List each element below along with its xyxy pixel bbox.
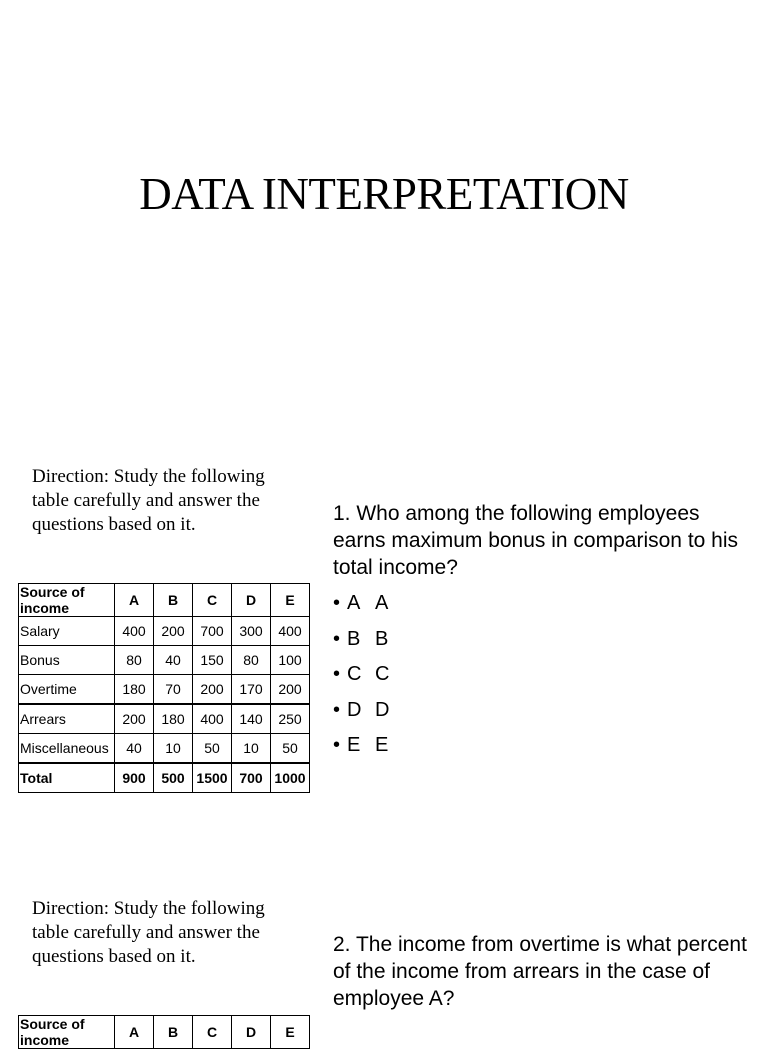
header-a: A bbox=[115, 1016, 154, 1049]
option-text: C bbox=[375, 663, 390, 685]
option-d[interactable] bbox=[333, 695, 389, 731]
cell: 140 bbox=[232, 704, 271, 734]
table-row-bonus bbox=[19, 646, 310, 675]
option-letter: B bbox=[347, 627, 361, 650]
table-header-row bbox=[19, 584, 310, 617]
option-c[interactable] bbox=[333, 659, 389, 695]
header-b: B bbox=[154, 1016, 193, 1049]
cell: 200 bbox=[154, 617, 193, 646]
option-a[interactable] bbox=[333, 588, 389, 624]
header-a: A bbox=[115, 584, 154, 617]
bullet-icon: • bbox=[333, 592, 341, 614]
option-text: D bbox=[375, 698, 390, 721]
row-label: Arrears bbox=[19, 704, 115, 734]
cell: 80 bbox=[232, 646, 271, 675]
option-letter: A bbox=[347, 592, 361, 614]
bullet-icon: • bbox=[333, 698, 341, 721]
cell: 700 bbox=[232, 763, 271, 793]
cell: 500 bbox=[154, 763, 193, 793]
header-b: B bbox=[154, 584, 193, 617]
cell: 900 bbox=[115, 763, 154, 793]
cell: 50 bbox=[271, 734, 310, 764]
cell: 170 bbox=[232, 675, 271, 705]
income-table-2 bbox=[18, 1015, 310, 1049]
direction-text-1: Direction: Study the following table carefully and answer the questions based on it. bbox=[32, 466, 265, 535]
table-row-total bbox=[19, 763, 310, 793]
table-header-row bbox=[19, 1016, 310, 1049]
cell: 1000 bbox=[271, 763, 310, 793]
table-row-salary bbox=[19, 617, 310, 646]
header-source: Source of income bbox=[19, 1016, 115, 1049]
answer-options bbox=[333, 588, 389, 766]
option-letter: C bbox=[347, 663, 362, 685]
option-text: B bbox=[375, 627, 389, 650]
question-1: 1. Who among the following employees earns maximum bonus in comparison to his total income? bbox=[333, 502, 739, 579]
cell: 200 bbox=[115, 704, 154, 734]
header-c: C bbox=[193, 1016, 232, 1049]
row-label: Total bbox=[19, 763, 115, 793]
option-text: A bbox=[375, 592, 389, 614]
option-b[interactable] bbox=[333, 624, 389, 660]
header-d: D bbox=[232, 1016, 271, 1049]
header-e: E bbox=[271, 1016, 310, 1049]
cell: 200 bbox=[193, 675, 232, 705]
row-label: Miscellaneous bbox=[19, 734, 115, 764]
cell: 180 bbox=[154, 704, 193, 734]
option-e[interactable] bbox=[333, 730, 389, 766]
header-e: E bbox=[271, 584, 310, 617]
cell: 80 bbox=[115, 646, 154, 675]
table-row-overtime bbox=[19, 675, 310, 705]
option-letter: D bbox=[347, 698, 362, 721]
cell: 100 bbox=[271, 646, 310, 675]
income-table-1 bbox=[18, 583, 310, 793]
cell: 40 bbox=[154, 646, 193, 675]
table-row-arrears bbox=[19, 704, 310, 734]
cell: 300 bbox=[232, 617, 271, 646]
bullet-icon: • bbox=[333, 663, 341, 685]
cell: 40 bbox=[115, 734, 154, 764]
bullet-icon: • bbox=[333, 627, 341, 650]
row-label: Bonus bbox=[19, 646, 115, 675]
table-row-miscellaneous bbox=[19, 734, 310, 764]
row-label: Salary bbox=[19, 617, 115, 646]
cell: 400 bbox=[271, 617, 310, 646]
option-text: E bbox=[375, 734, 389, 756]
header-d: D bbox=[232, 584, 271, 617]
cell: 1500 bbox=[193, 763, 232, 793]
page-title: DATA INTERPRETATION bbox=[139, 169, 629, 219]
direction-text-2: Direction: Study the following table carefully and answer the questions based on it. bbox=[32, 898, 265, 967]
question-2: 2. The income from overtime is what percent of the income from arrears in the case of employee A? bbox=[333, 933, 747, 1010]
bullet-icon: • bbox=[333, 734, 341, 756]
cell: 700 bbox=[193, 617, 232, 646]
header-source: Source of income bbox=[19, 584, 115, 617]
cell: 150 bbox=[193, 646, 232, 675]
cell: 10 bbox=[154, 734, 193, 764]
cell: 250 bbox=[271, 704, 310, 734]
cell: 200 bbox=[271, 675, 310, 705]
cell: 400 bbox=[115, 617, 154, 646]
cell: 400 bbox=[193, 704, 232, 734]
cell: 50 bbox=[193, 734, 232, 764]
cell: 10 bbox=[232, 734, 271, 764]
cell: 70 bbox=[154, 675, 193, 705]
cell: 180 bbox=[115, 675, 154, 705]
option-letter: E bbox=[347, 734, 361, 756]
row-label: Overtime bbox=[19, 675, 115, 705]
header-c: C bbox=[193, 584, 232, 617]
